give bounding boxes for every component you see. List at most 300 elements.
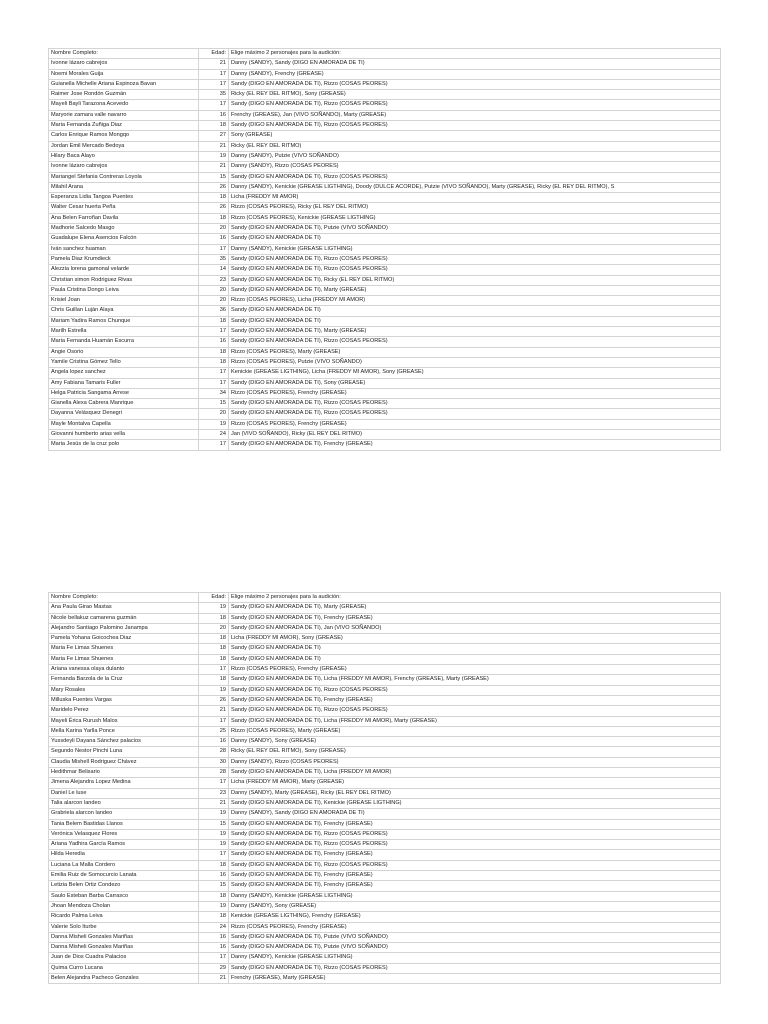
name-cell: Iván sanchez huaman: [49, 244, 199, 254]
name-cell: Guianella Michelle Ariana Espinoza Bavan: [49, 79, 199, 89]
table-row: [49, 265, 721, 275]
choice-cell: Sandy (DIGO EN AMORADA DE TI), Frenchy (GREASE): [229, 871, 721, 881]
age-cell: 19: [199, 809, 229, 819]
choice-cell: Sandy (DIGO EN AMORADA DE TI), Kenickie (GREASE LIGTHING): [229, 798, 721, 808]
name-cell: Mayeli Bayli Tarazona Acevedo: [49, 100, 199, 110]
table-row: [49, 182, 721, 192]
table-row: [49, 675, 721, 685]
header-choice: Elige máximo 2 personajes para la audición:: [229, 593, 721, 603]
name-cell: Mayeli Érica Rurush Malos: [49, 716, 199, 726]
table-row: [49, 747, 721, 757]
choice-cell: Sandy (DIGO EN AMORADA DE TI): [229, 306, 721, 316]
choice-cell: Kenickie (GREASE LIGTHING), Frenchy (GREASE): [229, 912, 721, 922]
choice-cell: Sandy (DIGO EN AMORADA DE TI), Licha (FREDDY MI AMOR): [229, 768, 721, 778]
choice-cell: Sandy (DIGO EN AMORADA DE TI), Rizzo (COSAS PEORES): [229, 172, 721, 182]
age-cell: 24: [199, 922, 229, 932]
age-cell: 19: [199, 419, 229, 429]
choice-cell: Rizzo (COSAS PEORES), Ricky (EL REY DEL RITMO): [229, 203, 721, 213]
spreadsheet-sheet-2: [48, 592, 721, 984]
table-row: [49, 973, 721, 983]
name-cell: Alejandro Santiago Palomino Janampa: [49, 623, 199, 633]
table-row: [49, 213, 721, 223]
age-cell: 18: [199, 675, 229, 685]
table-row: [49, 275, 721, 285]
age-cell: 16: [199, 110, 229, 120]
name-cell: Pamela Diaz Krumdieck: [49, 254, 199, 264]
age-cell: 23: [199, 275, 229, 285]
age-cell: 18: [199, 912, 229, 922]
name-cell: Tania Belem Bastidas Llanos: [49, 819, 199, 829]
table-row: [49, 419, 721, 429]
name-cell: Maridelo Perez: [49, 706, 199, 716]
age-cell: 26: [199, 695, 229, 705]
choice-cell: Sandy (DIGO EN AMORADA DE TI), Licha (FREDDY MI AMOR), Marty (GREASE): [229, 716, 721, 726]
choice-cell: Danny (SANDY), Kenickie (GREASE LIGTHING): [229, 953, 721, 963]
choice-cell: Frenchy (GREASE), Jan (VIVO SOÑANDO), Marty (GREASE): [229, 110, 721, 120]
table-row: [49, 798, 721, 808]
age-cell: 18: [199, 357, 229, 367]
choice-cell: Sandy (DIGO EN AMORADA DE TI), Rizzo (COSAS PEORES): [229, 409, 721, 419]
age-cell: 16: [199, 932, 229, 942]
choice-cell: Sandy (DIGO EN AMORADA DE TI), Putzie (VIVO SOÑANDO): [229, 932, 721, 942]
age-cell: 19: [199, 603, 229, 613]
name-cell: Noemi Morales Guija: [49, 69, 199, 79]
name-cell: Carlos Enrique Ramos Mongqo: [49, 131, 199, 141]
table-row: [49, 388, 721, 398]
choice-cell: Sandy (DIGO EN AMORADA DE TI), Ricky (EL REY DEL RITMO): [229, 275, 721, 285]
name-cell: Yamile Cristina Gómez Tello: [49, 357, 199, 367]
choice-cell: Sandy (DIGO EN AMORADA DE TI), Licha (FREDDY MI AMOR), Frenchy (GREASE), Marty (GREASE): [229, 675, 721, 685]
age-cell: 16: [199, 871, 229, 881]
spreadsheet-sheet-1: [48, 48, 721, 451]
age-cell: 17: [199, 665, 229, 675]
choice-cell: Sandy (DIGO EN AMORADA DE TI), Rizzo (COSAS PEORES): [229, 79, 721, 89]
choice-cell: Rizzo (COSAS PEORES), Frenchy (GREASE): [229, 665, 721, 675]
age-cell: 17: [199, 69, 229, 79]
age-cell: 15: [199, 172, 229, 182]
table-row: [49, 623, 721, 633]
table-row: [49, 716, 721, 726]
table-row: [49, 285, 721, 295]
table-row: [49, 347, 721, 357]
table-row: [49, 871, 721, 881]
header-name: Nombre Completo:: [49, 49, 199, 59]
choice-cell: Sandy (DIGO EN AMORADA DE TI): [229, 644, 721, 654]
age-cell: 19: [199, 151, 229, 161]
age-cell: 21: [199, 798, 229, 808]
choice-cell: Danny (SANDY), Frenchy (GREASE): [229, 69, 721, 79]
table-row: [49, 685, 721, 695]
choice-cell: Rizzo (COSAS PEORES), Frenchy (GREASE): [229, 388, 721, 398]
name-cell: Hilda Heredia: [49, 850, 199, 860]
name-cell: Maria Fe Limas Shuenes: [49, 654, 199, 664]
name-cell: Danna Misheli Gonzales Mariñas: [49, 943, 199, 953]
age-cell: 21: [199, 706, 229, 716]
table-row: [49, 654, 721, 664]
name-cell: Belen Alejandra Pacheco Gonzales: [49, 973, 199, 983]
choice-cell: Sandy (DIGO EN AMORADA DE TI), Rizzo (COSAS PEORES): [229, 860, 721, 870]
choice-cell: Danny (SANDY), Kenickie (GREASE LIGTHING): [229, 244, 721, 254]
table-row: [49, 193, 721, 203]
header-row: [49, 49, 721, 59]
choice-cell: Sandy (DIGO EN AMORADA DE TI), Frenchy (GREASE): [229, 695, 721, 705]
name-cell: Ana Belen Farroñan Davila: [49, 213, 199, 223]
age-cell: 17: [199, 440, 229, 450]
choice-cell: Sandy (DIGO EN AMORADA DE TI), Frenchy (GREASE): [229, 440, 721, 450]
age-cell: 20: [199, 224, 229, 234]
choice-cell: Sandy (DIGO EN AMORADA DE TI), Rizzo (COSAS PEORES): [229, 121, 721, 131]
name-cell: Alezzia lorena gamonal velarde: [49, 265, 199, 275]
header-choice: Elige máximo 2 personajes para la audición:: [229, 49, 721, 59]
choice-cell: Sandy (DIGO EN AMORADA DE TI): [229, 654, 721, 664]
table-row: [49, 695, 721, 705]
table-row: [49, 409, 721, 419]
choice-cell: Sandy (DIGO EN AMORADA DE TI): [229, 234, 721, 244]
table-row: [49, 757, 721, 767]
age-cell: 23: [199, 788, 229, 798]
name-cell: Guadalupe Elena Asencios Falcón: [49, 234, 199, 244]
header-age: Edad:: [199, 593, 229, 603]
age-cell: 20: [199, 285, 229, 295]
choice-cell: Ricky (EL REY DEL RITMO), Sony (GREASE): [229, 90, 721, 100]
name-cell: Milahil Arana: [49, 182, 199, 192]
choice-cell: Danny (SANDY), Putzie (VIVO SOÑANDO): [229, 151, 721, 161]
age-cell: 19: [199, 901, 229, 911]
choice-cell: Sandy (DIGO EN AMORADA DE TI), Frenchy (GREASE): [229, 613, 721, 623]
choice-cell: Sandy (DIGO EN AMORADA DE TI), Putzie (VIVO SOÑANDO): [229, 943, 721, 953]
name-cell: Luciana La Malla Cordero: [49, 860, 199, 870]
name-cell: Dayanna Velásquez Denegri: [49, 409, 199, 419]
choice-cell: Sandy (DIGO EN AMORADA DE TI), Rizzo (COSAS PEORES): [229, 829, 721, 839]
age-cell: 19: [199, 840, 229, 850]
name-cell: Hedithmar Belisario: [49, 768, 199, 778]
age-cell: 18: [199, 213, 229, 223]
table-row: [49, 953, 721, 963]
age-cell: 21: [199, 973, 229, 983]
name-cell: Helga Patricia Sangama Arrese: [49, 388, 199, 398]
name-cell: Giovanni humberto arias vella: [49, 429, 199, 439]
age-cell: 28: [199, 768, 229, 778]
name-cell: Maryorie zamara valle navarro: [49, 110, 199, 120]
table-row: [49, 327, 721, 337]
age-cell: 26: [199, 182, 229, 192]
age-cell: 21: [199, 162, 229, 172]
choice-cell: Frenchy (GREASE), Marty (GREASE): [229, 973, 721, 983]
choice-cell: Sandy (DIGO EN AMORADA DE TI), Jan (VIVO SOÑANDO): [229, 623, 721, 633]
choice-cell: Licha (FREDDY MI AMOR), Sony (GREASE): [229, 634, 721, 644]
table-row: [49, 203, 721, 213]
choice-cell: Sandy (DIGO EN AMORADA DE TI), Frenchy (GREASE): [229, 881, 721, 891]
choice-cell: Jan (VIVO SOÑANDO), Ricky (EL REY DEL RITMO): [229, 429, 721, 439]
table-row: [49, 943, 721, 953]
table-row: [49, 151, 721, 161]
choice-cell: Rizzo (COSAS PEORES), Licha (FREDDY MI AMOR): [229, 296, 721, 306]
age-cell: 35: [199, 90, 229, 100]
table-row: [49, 737, 721, 747]
age-cell: 17: [199, 327, 229, 337]
table-row: [49, 162, 721, 172]
table-row: [49, 850, 721, 860]
age-cell: 35: [199, 254, 229, 264]
name-cell: Segundo Nestor Pinchi Luna: [49, 747, 199, 757]
age-cell: 18: [199, 613, 229, 623]
table-row: [49, 809, 721, 819]
name-cell: Amy Fabiana Tamaris Fuller: [49, 378, 199, 388]
name-cell: Emilia Ruiz de Somocurcio Lanata: [49, 871, 199, 881]
table-row: [49, 296, 721, 306]
table-row: [49, 613, 721, 623]
age-cell: 17: [199, 953, 229, 963]
choice-cell: Sandy (DIGO EN AMORADA DE TI): [229, 316, 721, 326]
name-cell: Valerie Solo Iturbe: [49, 922, 199, 932]
age-cell: 18: [199, 654, 229, 664]
choice-cell: Danny (SANDY), Sandy (DIGO EN AMORADA DE TI): [229, 59, 721, 69]
age-cell: 16: [199, 737, 229, 747]
age-cell: 20: [199, 623, 229, 633]
name-cell: Hilary Baca Alayo: [49, 151, 199, 161]
age-cell: 18: [199, 193, 229, 203]
name-cell: Juan de Dios Cuadra Palacios: [49, 953, 199, 963]
choice-cell: Rizzo (COSAS PEORES), Frenchy (GREASE): [229, 922, 721, 932]
header-name: Nombre Completo:: [49, 593, 199, 603]
age-cell: 19: [199, 685, 229, 695]
table-row: [49, 244, 721, 254]
name-cell: Marilh Estrella: [49, 327, 199, 337]
choice-cell: Sandy (DIGO EN AMORADA DE TI), Rizzo (COSAS PEORES): [229, 706, 721, 716]
age-cell: 18: [199, 347, 229, 357]
header-row: [49, 593, 721, 603]
choice-cell: Kenickie (GREASE LIGTHING), Licha (FREDDY MI AMOR), Sony (GREASE): [229, 368, 721, 378]
name-cell: Walter Cesar huerta Peña: [49, 203, 199, 213]
age-cell: 16: [199, 234, 229, 244]
table-row: [49, 254, 721, 264]
name-cell: Madhorie Salcedo Masgo: [49, 224, 199, 234]
age-cell: 21: [199, 59, 229, 69]
choice-cell: Sandy (DIGO EN AMORADA DE TI), Marty (GREASE): [229, 285, 721, 295]
table-row: [49, 644, 721, 654]
choice-cell: Rizzo (COSAS PEORES), Frenchy (GREASE): [229, 419, 721, 429]
age-cell: 21: [199, 141, 229, 151]
name-cell: Danna Misheli Gonzales Mariñas: [49, 932, 199, 942]
table-row: [49, 706, 721, 716]
choice-cell: Sandy (DIGO EN AMORADA DE TI), Marty (GREASE): [229, 603, 721, 613]
choice-cell: Rizzo (COSAS PEORES), Putzie (VIVO SOÑANDO): [229, 357, 721, 367]
choice-cell: Sandy (DIGO EN AMORADA DE TI), Frenchy (GREASE): [229, 850, 721, 860]
age-cell: 17: [199, 716, 229, 726]
name-cell: Ricardo Palma Leiva: [49, 912, 199, 922]
choice-cell: Sandy (DIGO EN AMORADA DE TI), Rizzo (COSAS PEORES): [229, 265, 721, 275]
table-row: [49, 378, 721, 388]
age-cell: 14: [199, 265, 229, 275]
name-cell: Maria Fernanda Zuñiga Diaz: [49, 121, 199, 131]
name-cell: Mella Karina Yarlla Ponce: [49, 726, 199, 736]
age-cell: 18: [199, 860, 229, 870]
table-row: [49, 59, 721, 69]
table-row: [49, 337, 721, 347]
choice-cell: Sandy (DIGO EN AMORADA DE TI), Rizzo (COSAS PEORES): [229, 399, 721, 409]
name-cell: Mariangel Stefania Contreras Loyola: [49, 172, 199, 182]
name-cell: Ivonne lázaro cabrejos: [49, 162, 199, 172]
age-cell: 17: [199, 850, 229, 860]
choice-cell: Sony (GREASE): [229, 131, 721, 141]
table-row: [49, 90, 721, 100]
choice-cell: Licha (FREDDY MI AMOR): [229, 193, 721, 203]
name-cell: Grabriela alarcon landeo: [49, 809, 199, 819]
name-cell: Jimena Alejandra Lopez Medina: [49, 778, 199, 788]
choice-cell: Sandy (DIGO EN AMORADA DE TI), Rizzo (COSAS PEORES): [229, 100, 721, 110]
choice-cell: Sandy (DIGO EN AMORADA DE TI), Frenchy (GREASE): [229, 819, 721, 829]
choice-cell: Sandy (DIGO EN AMORADA DE TI), Sony (GREASE): [229, 378, 721, 388]
name-cell: Milluska Fuentes Vargas: [49, 695, 199, 705]
name-cell: Ariana vanessa olaya dulanto: [49, 665, 199, 675]
name-cell: Maria Jesús de la cruz polo: [49, 440, 199, 450]
name-cell: Mary Rosales: [49, 685, 199, 695]
choice-cell: Sandy (DIGO EN AMORADA DE TI), Rizzo (COSAS PEORES): [229, 337, 721, 347]
table-row: [49, 429, 721, 439]
name-cell: Mayle Montalva Capella: [49, 419, 199, 429]
table-row: [49, 121, 721, 131]
table-row: [49, 69, 721, 79]
table-row: [49, 110, 721, 120]
table-row: [49, 665, 721, 675]
age-cell: 18: [199, 891, 229, 901]
choice-cell: Sandy (DIGO EN AMORADA DE TI), Marty (GREASE): [229, 327, 721, 337]
name-cell: Angie Osorio: [49, 347, 199, 357]
age-cell: 17: [199, 368, 229, 378]
name-cell: Saulo Esteban Barba Carrasco: [49, 891, 199, 901]
name-cell: Esperanza Lidia Tangoa Puentes: [49, 193, 199, 203]
table-row: [49, 726, 721, 736]
name-cell: Letizia Belen Ortiz Condezo: [49, 881, 199, 891]
table-row: [49, 963, 721, 973]
choice-cell: Danny (SANDY), Marty (GREASE), Ricky (EL REY DEL RITMO): [229, 788, 721, 798]
name-cell: Maria Fernanda Huamán Escurra: [49, 337, 199, 347]
choice-cell: Rizzo (COSAS PEORES), Marty (GREASE): [229, 347, 721, 357]
choice-cell: Danny (SANDY), Kenickie (GREASE LIGTHING), Doody (DULCE ACORDE), Putzie (VIVO SOÑANDO), Marty (GREASE), Ricky (EL REY DEL RITMO), S: [229, 182, 721, 192]
name-cell: Ariana Yadhira García Ramos: [49, 840, 199, 850]
choice-cell: Sandy (DIGO EN AMORADA DE TI), Rizzo (COSAS PEORES): [229, 963, 721, 973]
age-cell: 30: [199, 757, 229, 767]
table-row: [49, 357, 721, 367]
name-cell: Krisiel Joan: [49, 296, 199, 306]
name-cell: Raimer Jose Rondón Guzmán: [49, 90, 199, 100]
age-cell: 19: [199, 829, 229, 839]
age-cell: 26: [199, 203, 229, 213]
name-cell: Paula Cristina Dongo Leiva: [49, 285, 199, 295]
age-cell: 15: [199, 881, 229, 891]
name-cell: Chris Guillan Luján Alaya: [49, 306, 199, 316]
table-row: [49, 881, 721, 891]
table-row: [49, 172, 721, 182]
age-cell: 27: [199, 131, 229, 141]
name-cell: Angela lopez sanchez: [49, 368, 199, 378]
table-row: [49, 860, 721, 870]
table-row: [49, 932, 721, 942]
table-row: [49, 778, 721, 788]
choice-cell: Ricky (EL REY DEL RITMO), Sony (GREASE): [229, 747, 721, 757]
header-age: Edad:: [199, 49, 229, 59]
table-row: [49, 634, 721, 644]
age-cell: 17: [199, 778, 229, 788]
age-cell: 28: [199, 747, 229, 757]
table-row: [49, 912, 721, 922]
table-row: [49, 79, 721, 89]
age-cell: 17: [199, 244, 229, 254]
choice-cell: Sandy (DIGO EN AMORADA DE TI), Rizzo (COSAS PEORES): [229, 685, 721, 695]
table-row: [49, 368, 721, 378]
age-cell: 29: [199, 963, 229, 973]
name-cell: Pamela Yohana Goicochea Diaz: [49, 634, 199, 644]
name-cell: Claudia Mishell Rodriguez Chávez: [49, 757, 199, 767]
name-cell: Ivonne lázaro cabrejos: [49, 59, 199, 69]
name-cell: Mariam Yadira Ramos Chunque: [49, 316, 199, 326]
table-row: [49, 891, 721, 901]
choice-cell: Sandy (DIGO EN AMORADA DE TI), Rizzo (COSAS PEORES): [229, 254, 721, 264]
name-cell: Fernanda Barzola de la Cruz: [49, 675, 199, 685]
choice-cell: Ricky (EL REY DEL RITMO): [229, 141, 721, 151]
age-cell: 24: [199, 429, 229, 439]
choice-cell: Danny (SANDY), Sony (GREASE): [229, 737, 721, 747]
name-cell: Talia alarcon landeo: [49, 798, 199, 808]
choice-cell: Licha (FREDDY MI AMOR), Marty (GREASE): [229, 778, 721, 788]
name-cell: Ana Paula Girao Mastas: [49, 603, 199, 613]
table-row: [49, 224, 721, 234]
table-row: [49, 901, 721, 911]
table-row: [49, 819, 721, 829]
table-row: [49, 603, 721, 613]
choice-cell: Danny (SANDY), Rizzo (COSAS PEORES): [229, 757, 721, 767]
table-row: [49, 234, 721, 244]
table-row: [49, 316, 721, 326]
table-row: [49, 922, 721, 932]
name-cell: Nicole bellakuz camarena guzmán: [49, 613, 199, 623]
name-cell: Yussdeyli Dayana Sánchez palacios: [49, 737, 199, 747]
age-cell: 17: [199, 79, 229, 89]
age-cell: 15: [199, 399, 229, 409]
choice-cell: Rizzo (COSAS PEORES), Kenickie (GREASE LIGTHING): [229, 213, 721, 223]
age-cell: 20: [199, 296, 229, 306]
name-cell: Jhoan Mendoza Cholan: [49, 901, 199, 911]
age-cell: 17: [199, 378, 229, 388]
table-row: [49, 306, 721, 316]
table-row: [49, 399, 721, 409]
name-cell: Maria Fe Limas Shuenes: [49, 644, 199, 654]
table-row: [49, 141, 721, 151]
age-cell: 16: [199, 943, 229, 953]
choice-cell: Sandy (DIGO EN AMORADA DE TI), Putzie (VIVO SOÑANDO): [229, 224, 721, 234]
table-row: [49, 829, 721, 839]
choice-cell: Danny (SANDY), Rizzo (COSAS PEORES): [229, 162, 721, 172]
choice-cell: Danny (SANDY), Sandy (DIGO EN AMORADA DE TI): [229, 809, 721, 819]
table-row: [49, 100, 721, 110]
choice-cell: Danny (SANDY), Kenickie (GREASE LIGTHING): [229, 891, 721, 901]
age-cell: 17: [199, 100, 229, 110]
table-row: [49, 768, 721, 778]
age-cell: 16: [199, 337, 229, 347]
name-cell: Verónica Velasquez Flores: [49, 829, 199, 839]
name-cell: Jordan Emil Mercado Bedoya: [49, 141, 199, 151]
name-cell: Daniel Le luse: [49, 788, 199, 798]
age-cell: 25: [199, 726, 229, 736]
name-cell: Quima Curro Lucana: [49, 963, 199, 973]
age-cell: 18: [199, 316, 229, 326]
age-cell: 15: [199, 819, 229, 829]
choice-cell: Rizzo (COSAS PEORES), Marty (GREASE): [229, 726, 721, 736]
name-cell: Christian simon Rodriguez Rivas: [49, 275, 199, 285]
table-row: [49, 440, 721, 450]
name-cell: Gianella Alexa Cabrera Manrique: [49, 399, 199, 409]
age-cell: 34: [199, 388, 229, 398]
